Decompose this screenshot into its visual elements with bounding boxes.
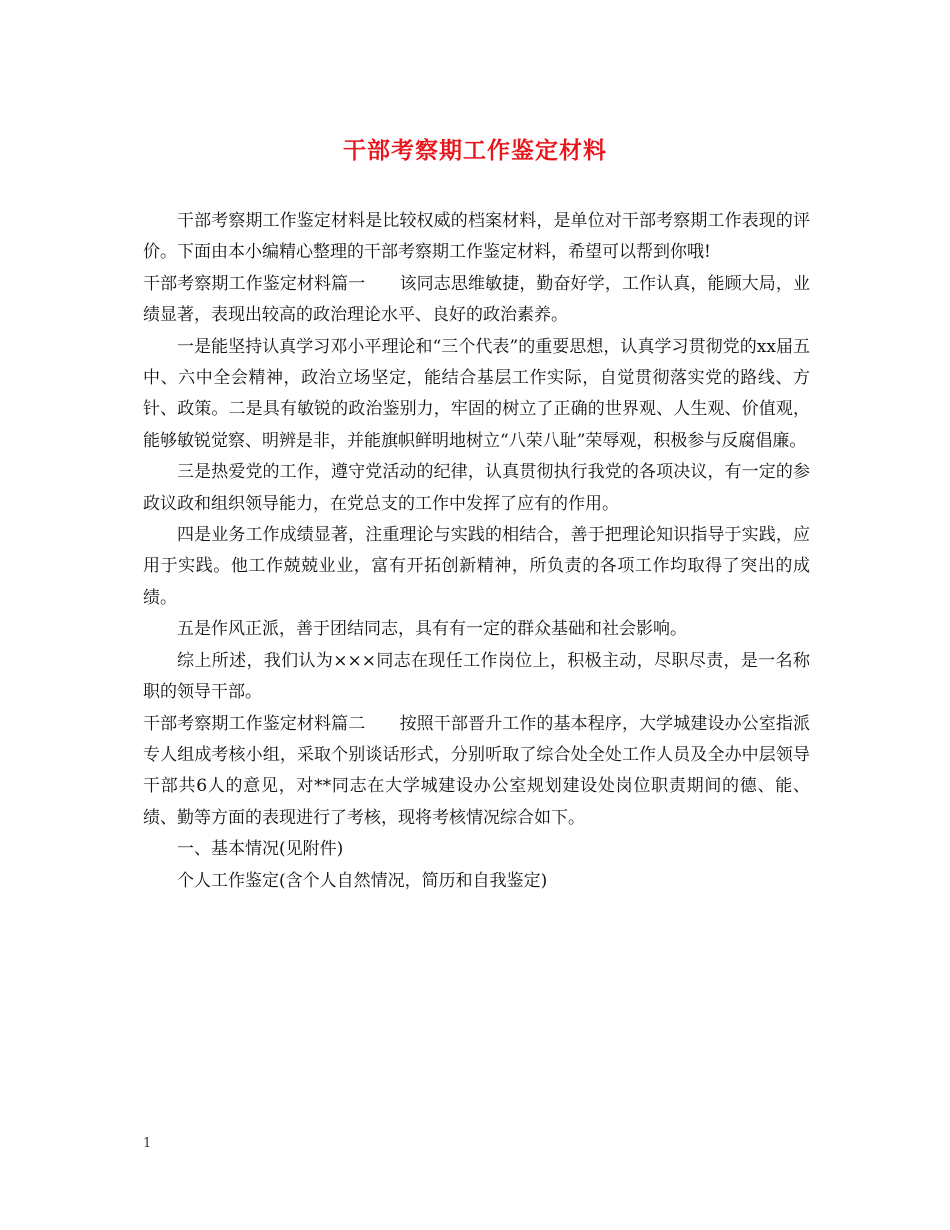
paragraph-section-one-heading: 干部考察期工作鉴定材料篇一 该同志思维敏捷，勤奋好学，工作认真，能顾大局，业绩显著，表现出较高的政治理论水平、良好的政治素养。 [143, 273, 810, 326]
paragraph-section-two-heading: 干部考察期工作鉴定材料篇二 按照干部晋升工作的基本程序，大学城建设办公室指派专人组成考核小组，采取个别谈话形式，分别听取了综合处全处工作人员及全办中层领导干部共6人的意见，对**同志在大学城建设办公室规划建设处岗位职责期间的德、能、绩、勤等方面的表现进行了考核，现将考核情况综合如下。 [143, 713, 810, 828]
paragraph-intro: 干部考察期工作鉴定材料是比较权威的档案材料，是单位对干部考察期工作表现的评价。下面由本小编精心整理的干部考察期工作鉴定材料，希望可以帮到你哦! [143, 211, 810, 263]
paragraph-basic-info: 一、基本情况(见附件) [177, 839, 344, 860]
page-number: 1 [143, 1136, 152, 1151]
paragraph-point-five: 五是作风正派，善于团结同志，具有有一定的群众基础和社会影响。 [177, 619, 687, 640]
paragraph-point-three: 三是热爱党的工作，遵守党活动的纪律，认真贯彻执行我党的各项决议，有一定的参政议政和组织领导能力，在党总支的工作中发挥了应有的作用。 [143, 462, 810, 514]
paragraph-summary: 综上所述，我们认为×××同志在现任工作岗位上，积极主动，尽职尽责，是一名称职的领导干部。 [143, 650, 810, 703]
paragraph-personal-appraisal: 个人工作鉴定(含个人自然情况，简历和自我鉴定) [177, 870, 548, 891]
document-body [143, 206, 810, 897]
document-title: 干部考察期工作鉴定材料 [343, 137, 607, 164]
paragraph-point-four: 四是业务工作成绩显著，注重理论与实践的相结合，善于把理论知识指导于实践，应用于实践。他工作兢兢业业，富有开拓创新精神，所负责的各项工作均取得了突出的成绩。 [143, 525, 810, 608]
paragraph-point-one: 一是能坚持认真学习邓小平理论和“三个代表”的重要思想，认真学习贯彻党的xx届五中、六中全会精神，政治立场坚定，能结合基层工作实际，自觉贯彻落实党的路线、方针、政策。二是具有敏锐的政治鉴别力，牢固的树立了正确的世界观、人生观、价值观，能够敏锐觉察、明辨是非，并能旗帜鲜明地树立“八荣八耻”荣辱观，积极参与反腐倡廉。 [143, 336, 810, 451]
